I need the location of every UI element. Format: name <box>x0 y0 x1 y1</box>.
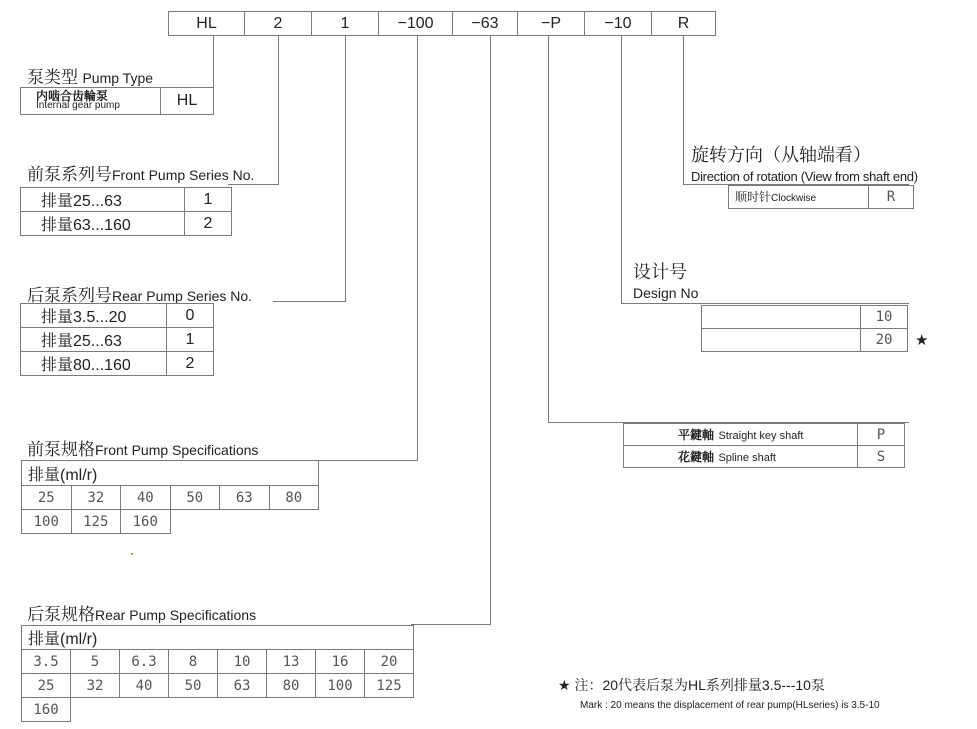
rotation-table <box>728 185 914 209</box>
rear-spec-table <box>21 625 414 722</box>
star-icon: ★ <box>558 677 571 693</box>
rotation-code: R <box>869 186 914 209</box>
table-row: 排量25...63 1 <box>21 328 214 352</box>
table-row: 25 32 40 50 63 80 100 125 <box>22 674 414 698</box>
front-spec-table <box>21 460 319 534</box>
rear-spec-header: 排量(ml/r) <box>22 626 414 650</box>
table-row: 10 <box>702 306 908 329</box>
table-row: 排量63...160 2 <box>21 212 232 236</box>
front-series-title: 前泵系列号Front Pump Series No. <box>27 165 255 184</box>
rotation-label: 顺时针Clockwise <box>729 186 869 209</box>
front-spec-title: 前泵规格Front Pump Specifications <box>27 440 259 459</box>
table-row: 25 32 40 50 63 80 <box>22 486 319 510</box>
table-row: 排量3.5...20 0 <box>21 304 214 328</box>
code-shaft: −P <box>517 11 585 36</box>
rear-series-table <box>20 303 214 376</box>
code-design: −10 <box>584 11 652 36</box>
note-en: Mark : 20 means the displacement of rear pump(HLseries) is 3.5-10 <box>580 700 880 711</box>
table-row: 排量25...63 1 <box>21 188 232 212</box>
table-row: 排量80...160 2 <box>21 352 214 376</box>
rear-spec-title: 后泵规格Rear Pump Specifications <box>27 605 257 624</box>
table-row: 3.5 5 6.3 8 10 13 16 20 <box>22 650 414 674</box>
pump-type-label: 内啮合齿輪泵 Internal gear pump <box>21 88 161 115</box>
table-row: 20 <box>702 329 908 352</box>
table-row: 100 125 160 <box>22 510 319 534</box>
pump-type-code: HL <box>161 88 214 115</box>
pump-type-title: 泵类型 Pump Type <box>27 68 154 87</box>
front-series-table <box>20 187 232 236</box>
stray-dot <box>131 553 133 555</box>
table-row <box>729 186 914 209</box>
star-icon: ★ <box>915 332 929 349</box>
code-rear-spec: −63 <box>452 11 518 36</box>
code-front-spec: −100 <box>378 11 453 36</box>
pump-type-table <box>20 87 214 115</box>
code-pump-type: HL <box>168 11 245 36</box>
table-row: 花鍵軸 Spline shaft S <box>624 446 905 468</box>
design-table <box>701 305 908 352</box>
table-row: 160 <box>22 698 414 722</box>
design-title: 设计号 Design No <box>633 262 699 301</box>
code-rotation: R <box>651 11 716 36</box>
front-spec-header: 排量(ml/r) <box>22 461 319 486</box>
table-row: 平鍵軸 Straight key shaft P <box>624 424 905 446</box>
rear-series-title: 后泵系列号Rear Pump Series No. <box>27 286 253 305</box>
code-front-series: 2 <box>244 11 312 36</box>
shaft-table <box>623 423 905 468</box>
note-cn: ★ 注：20代表后泵为HL系列排量3.5---10泵 <box>558 677 825 693</box>
code-rear-series: 1 <box>311 11 379 36</box>
rotation-title: 旋转方向（从轴端看） Direction of rotation (View from shaft end) <box>691 145 918 184</box>
